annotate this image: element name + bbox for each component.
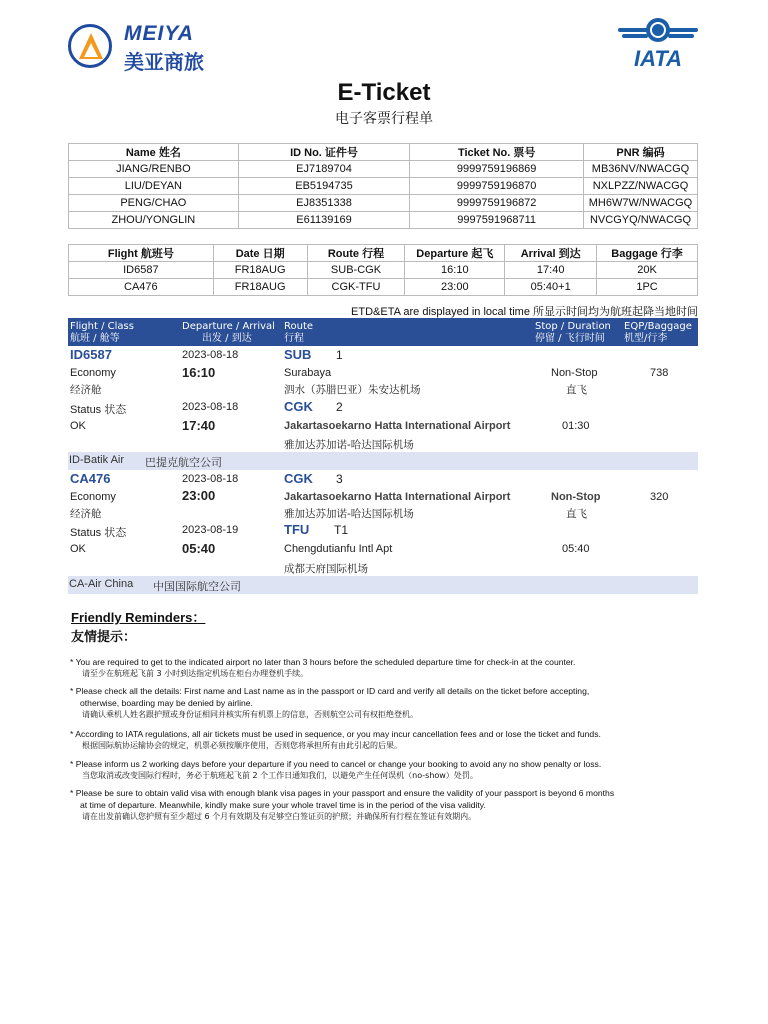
flight-number: CA476 bbox=[69, 279, 214, 296]
origin-terminal: 3 bbox=[336, 472, 343, 486]
airline-name-cn: 中国国际航空公司 bbox=[153, 581, 241, 593]
reminder-text-en: * You are required to get to the indicated airport no later than 3 hours before the scheduled departure time for check-in at the counter. bbox=[70, 657, 576, 667]
meiya-logo-icon bbox=[68, 24, 112, 68]
brand-name-cn: 美亚商旅 bbox=[124, 50, 204, 74]
stop-type-cn: 直飞 bbox=[566, 508, 587, 520]
destination-terminal: 2 bbox=[336, 400, 343, 414]
table-header-row bbox=[69, 144, 698, 161]
arrival-time: 05:40 bbox=[182, 541, 216, 556]
meiya-logo bbox=[68, 22, 228, 74]
passenger-name: JIANG/RENBO bbox=[69, 161, 239, 178]
origin-name-cn: 泗水（苏腊巴亚）朱安达机场 bbox=[284, 384, 421, 396]
header-dep-arr-en: Departure / Arrival bbox=[182, 321, 275, 332]
reminder-text-cn: 请在出发前确认您护照有至少超过 6 个月有效期及有足够空白签证页的护照；并确保所有行程在签证有效期内。 bbox=[82, 812, 477, 821]
segment-class-en: Economy bbox=[70, 491, 116, 503]
arrival-time: 05:40+1 bbox=[505, 279, 597, 296]
ticket-number: 9999759196870 bbox=[410, 178, 584, 195]
destination-name: Jakartasoekarno Hatta International Airport bbox=[284, 420, 511, 432]
origin-name: Jakartasoekarno Hatta International Airport bbox=[284, 491, 511, 503]
col-header-pnr: PNR 编码 bbox=[584, 144, 698, 161]
departure-time: 16:10 bbox=[182, 365, 216, 380]
col-header-id: ID No. 证件号 bbox=[238, 144, 410, 161]
segment-flight-number: ID6587 bbox=[70, 347, 112, 362]
flight-duration: 01:30 bbox=[562, 420, 590, 432]
segment-flight-number: CA476 bbox=[70, 471, 111, 486]
pnr-code: NXLPZZ/NWACGQ bbox=[584, 178, 698, 195]
col-header-ticket: Ticket No. 票号 bbox=[410, 144, 584, 161]
header-flight-class-en: Flight / Class bbox=[70, 321, 134, 332]
col-header-departure: Departure 起飞 bbox=[405, 245, 505, 262]
arrival-time: 17:40 bbox=[182, 418, 216, 433]
origin-name: Surabaya bbox=[284, 367, 332, 379]
reminder-text-en: * Please check all the details: First name and Last name as in the passport or ID card and verify all details on the ticket before accepting, bbox=[70, 686, 590, 696]
reminders-title-en: Friendly Reminders： bbox=[71, 610, 206, 625]
ticket-number: 9997591968711 bbox=[410, 212, 584, 229]
airline-code: ID-Batik Air bbox=[69, 454, 125, 466]
destination-name-cn: 雅加达苏加诺-哈达国际机场 bbox=[284, 439, 414, 451]
destination-name-cn: 成都天府国际机场 bbox=[284, 563, 368, 575]
airline-strip-2 bbox=[68, 576, 698, 594]
reminder-item-1 bbox=[70, 656, 700, 680]
flight-summary-table bbox=[68, 244, 698, 296]
table-header-row bbox=[69, 245, 698, 262]
ticket-number: 9999759196872 bbox=[410, 195, 584, 212]
table-row bbox=[69, 161, 698, 178]
stop-type: Non-Stop bbox=[551, 367, 598, 379]
arrival-date: 2023-08-19 bbox=[182, 524, 239, 536]
reminder-text-cn: 当您取消或改变国际行程时，务必于航班起飞前 2 个工作日通知我们，以避免产生任何误机（no-show）处罚。 bbox=[82, 771, 478, 780]
origin-code: SUB bbox=[284, 347, 312, 362]
airline-code: CA-Air China bbox=[69, 578, 134, 590]
reminder-text-cn: 根据国际航协运输协会的规定，机票必须按顺序使用，否则您将承担所有由此引起的后果。 bbox=[82, 741, 402, 750]
pnr-code: MH6W7W/NWACGQ bbox=[584, 195, 698, 212]
arrival-time: 17:40 bbox=[505, 262, 597, 279]
baggage: 1PC bbox=[597, 279, 698, 296]
segment-status: OK bbox=[70, 420, 86, 432]
passenger-name: ZHOU/YONGLIN bbox=[69, 212, 239, 229]
header-dep-arr-cn: 出发 / 到达 bbox=[202, 333, 252, 344]
departure-date: 2023-08-18 bbox=[182, 349, 239, 361]
detail-header-bar bbox=[68, 318, 698, 346]
header-stop-duration-cn: 停留 / 飞行时间 bbox=[535, 333, 605, 344]
col-header-flight: Flight 航班号 bbox=[69, 245, 214, 262]
baggage: 20K bbox=[597, 262, 698, 279]
equipment: 738 bbox=[650, 367, 669, 379]
col-header-date: Date 日期 bbox=[213, 245, 307, 262]
flight-route: CGK-TFU bbox=[307, 279, 405, 296]
reminder-text-en: * Please be sure to obtain valid visa with enough blank visa pages in your passport and ensure the validity of your passport is beyond 6 months bbox=[70, 788, 615, 798]
brand-name-en: MEIYA bbox=[124, 22, 194, 45]
departure-time: 16:10 bbox=[405, 262, 505, 279]
col-header-route: Route 行程 bbox=[307, 245, 405, 262]
airline-strip-1 bbox=[68, 452, 698, 470]
col-header-name: Name 姓名 bbox=[69, 144, 239, 161]
passenger-name: LIU/DEYAN bbox=[69, 178, 239, 195]
stop-type-cn: 直飞 bbox=[566, 384, 587, 396]
reminder-item-3 bbox=[70, 728, 700, 752]
reminder-text-cn: 请至少在航班起飞前 3 小时到达指定机场在柜台办理登机手续。 bbox=[82, 669, 309, 678]
reminder-item-2 bbox=[70, 685, 700, 721]
passenger-name: PENG/CHAO bbox=[69, 195, 239, 212]
flight-route: SUB-CGK bbox=[307, 262, 405, 279]
flight-duration: 05:40 bbox=[562, 543, 590, 555]
table-row bbox=[69, 262, 698, 279]
table-row bbox=[69, 195, 698, 212]
segment-status-label: Status 状态 bbox=[70, 404, 127, 416]
segment-class-cn: 经济舱 bbox=[70, 384, 102, 396]
reminder-text-en: * According to IATA regulations, all air tickets must be used in sequence, or you may incur cancellation fees and or lose the ticket and funds. bbox=[70, 729, 601, 739]
destination-code: TFU bbox=[284, 522, 310, 537]
segment-class-cn: 经济舱 bbox=[70, 508, 102, 520]
flight-number: ID6587 bbox=[69, 262, 214, 279]
col-header-baggage: Baggage 行李 bbox=[597, 245, 698, 262]
table-row bbox=[69, 178, 698, 195]
reminder-text-en-cont: otherwise, boarding may be denied by airline. bbox=[80, 698, 253, 708]
reminder-item-4 bbox=[70, 758, 700, 782]
ticket-number: 9999759196869 bbox=[410, 161, 584, 178]
header-route-en: Route bbox=[284, 321, 314, 332]
page-subtitle: 电子客票行程单 bbox=[335, 111, 433, 127]
pnr-code: MB36NV/NWACGQ bbox=[584, 161, 698, 178]
flight-date: FR18AUG bbox=[213, 279, 307, 296]
destination-terminal: T1 bbox=[334, 523, 349, 537]
destination-code: CGK bbox=[284, 399, 313, 414]
segment-class-en: Economy bbox=[70, 367, 116, 379]
reminder-item-5 bbox=[70, 787, 700, 823]
header-eqp-en: EQP/Baggage bbox=[624, 321, 692, 332]
origin-code: CGK bbox=[284, 471, 313, 486]
header-eqp-cn: 机型/行李 bbox=[624, 333, 668, 344]
passenger-id: EJ7189704 bbox=[238, 161, 410, 178]
reminder-text-cn: 请确认乘机人姓名跟护照或身份证相同并核实所有机票上的信息，否则航空公司有权拒绝登机。 bbox=[82, 710, 418, 719]
table-row bbox=[69, 279, 698, 296]
segment-status: OK bbox=[70, 543, 86, 555]
page-title: E-Ticket bbox=[337, 79, 431, 106]
reminders-title-cn: 友情提示： bbox=[71, 630, 137, 645]
table-row bbox=[69, 212, 698, 229]
departure-time: 23:00 bbox=[405, 279, 505, 296]
passenger-id: E61139169 bbox=[238, 212, 410, 229]
header-stop-duration-en: Stop / Duration bbox=[535, 321, 611, 332]
passenger-id: EB5194735 bbox=[238, 178, 410, 195]
iata-logo bbox=[618, 18, 698, 70]
passenger-table bbox=[68, 143, 698, 229]
reminder-text-en: * Please inform us 2 working days before your departure if you need to cancel or change your booking to avoid any no show penalty or loss. bbox=[70, 759, 602, 769]
equipment: 320 bbox=[650, 491, 669, 503]
iata-text: IATA bbox=[633, 46, 683, 71]
col-header-arrival: Arrival 到达 bbox=[505, 245, 597, 262]
airline-name-cn: 巴提克航空公司 bbox=[145, 457, 222, 469]
local-time-note: ETD&ETA are displayed in local time 所显示时间均为航班起降当地时间 bbox=[351, 306, 698, 318]
header-route-cn: 行程 bbox=[284, 333, 304, 344]
stop-type: Non-Stop bbox=[551, 491, 601, 503]
passenger-id: EJ8351338 bbox=[238, 195, 410, 212]
destination-name: Chengdutianfu Intl Apt bbox=[284, 543, 393, 555]
reminder-text-en-cont: at time of departure. Meanwhile, kindly make sure your whole travel time is in the period of the visa validity. bbox=[80, 800, 486, 810]
arrival-date: 2023-08-18 bbox=[182, 401, 239, 413]
departure-time: 23:00 bbox=[182, 488, 216, 503]
origin-name-cn: 雅加达苏加诺-哈达国际机场 bbox=[284, 508, 414, 520]
segment-status-label: Status 状态 bbox=[70, 527, 127, 539]
header-flight-class-cn: 航班 / 舱等 bbox=[70, 333, 120, 344]
pnr-code: NVCGYQ/NWACGQ bbox=[584, 212, 698, 229]
flight-date: FR18AUG bbox=[213, 262, 307, 279]
origin-terminal: 1 bbox=[336, 348, 343, 362]
departure-date: 2023-08-18 bbox=[182, 473, 239, 485]
